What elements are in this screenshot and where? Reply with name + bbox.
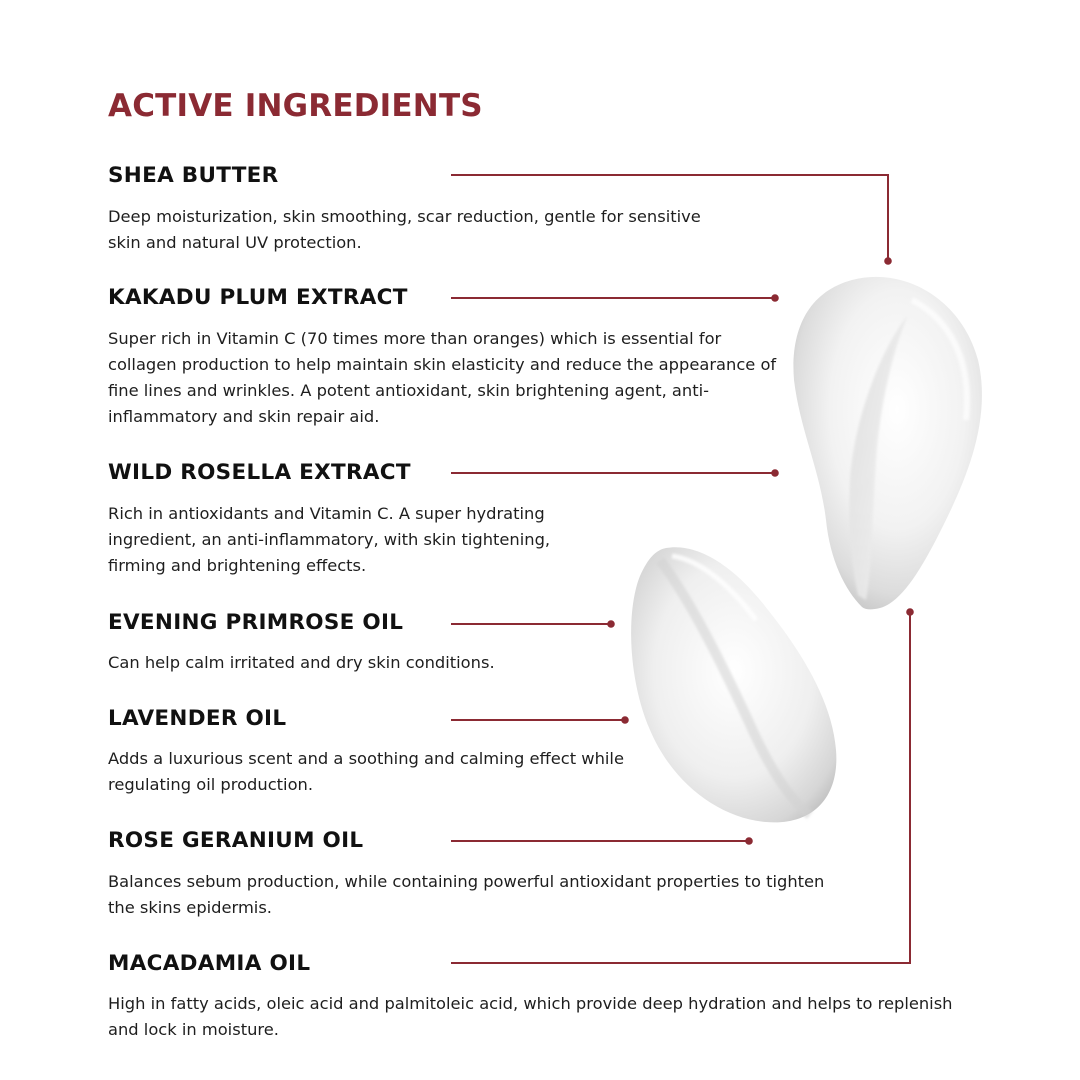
ingredient-desc-wild-rosella: Rich in antioxidants and Vitamin C. A super hydrating ingredient, an anti-inflammatory, with skin tightening, firming and brightening effects. <box>108 504 551 575</box>
ingredient-name-rose-geranium: ROSE GERANIUM OIL <box>108 828 364 853</box>
cream-swatch-lower <box>631 547 836 822</box>
ingredient-name-shea-butter: SHEA BUTTER <box>108 163 279 188</box>
ingredient-name-evening-primrose: EVENING PRIMROSE OIL <box>108 610 404 635</box>
ingredient-name-kakadu-plum: KAKADU PLUM EXTRACT <box>108 285 408 310</box>
ingredient-desc-kakadu-plum: Super rich in Vitamin C (70 times more than oranges) which is essential for collagen production to help maintain skin elasticity and reduce the appearance of fine lines and wrinkles. A potent antioxidant, skin brightening agent, anti-inflammatory and skin repair aid. <box>108 329 777 426</box>
ingredient-desc-rose-geranium: Balances sebum production, while containing powerful antioxidant properties to tighten the skins epidermis. <box>108 872 825 917</box>
connector-dot-macadamia <box>906 608 914 616</box>
ingredient-name-wild-rosella: WILD ROSELLA EXTRACT <box>108 460 411 485</box>
cream-swatch-upper <box>793 277 981 610</box>
connector-dot-wild-rosella <box>771 469 779 477</box>
ingredient-name-lavender: LAVENDER OIL <box>108 706 287 731</box>
ingredient-desc-lavender: Adds a luxurious scent and a soothing and calming effect while regulating oil production. <box>108 749 624 794</box>
ingredient-name-macadamia: MACADAMIA OIL <box>108 951 311 976</box>
connector-dot-evening-primrose <box>607 620 615 628</box>
ingredient-desc-shea-butter: Deep moisturization, skin smoothing, scar reduction, gentle for sensitive skin and natural UV protection. <box>108 207 701 252</box>
connector-dot-lavender <box>621 716 629 724</box>
ingredient-desc-macadamia: High in fatty acids, oleic acid and palmitoleic acid, which provide deep hydration and helps to replenish and lock in moisture. <box>108 994 953 1039</box>
ingredient-desc-evening-primrose: Can help calm irritated and dry skin conditions. <box>108 653 495 672</box>
connector-dot-shea-butter <box>884 257 892 265</box>
page-title: ACTIVE INGREDIENTS <box>108 88 483 124</box>
connector-dot-kakadu-plum <box>771 294 779 302</box>
connector-dot-rose-geranium <box>745 837 753 845</box>
